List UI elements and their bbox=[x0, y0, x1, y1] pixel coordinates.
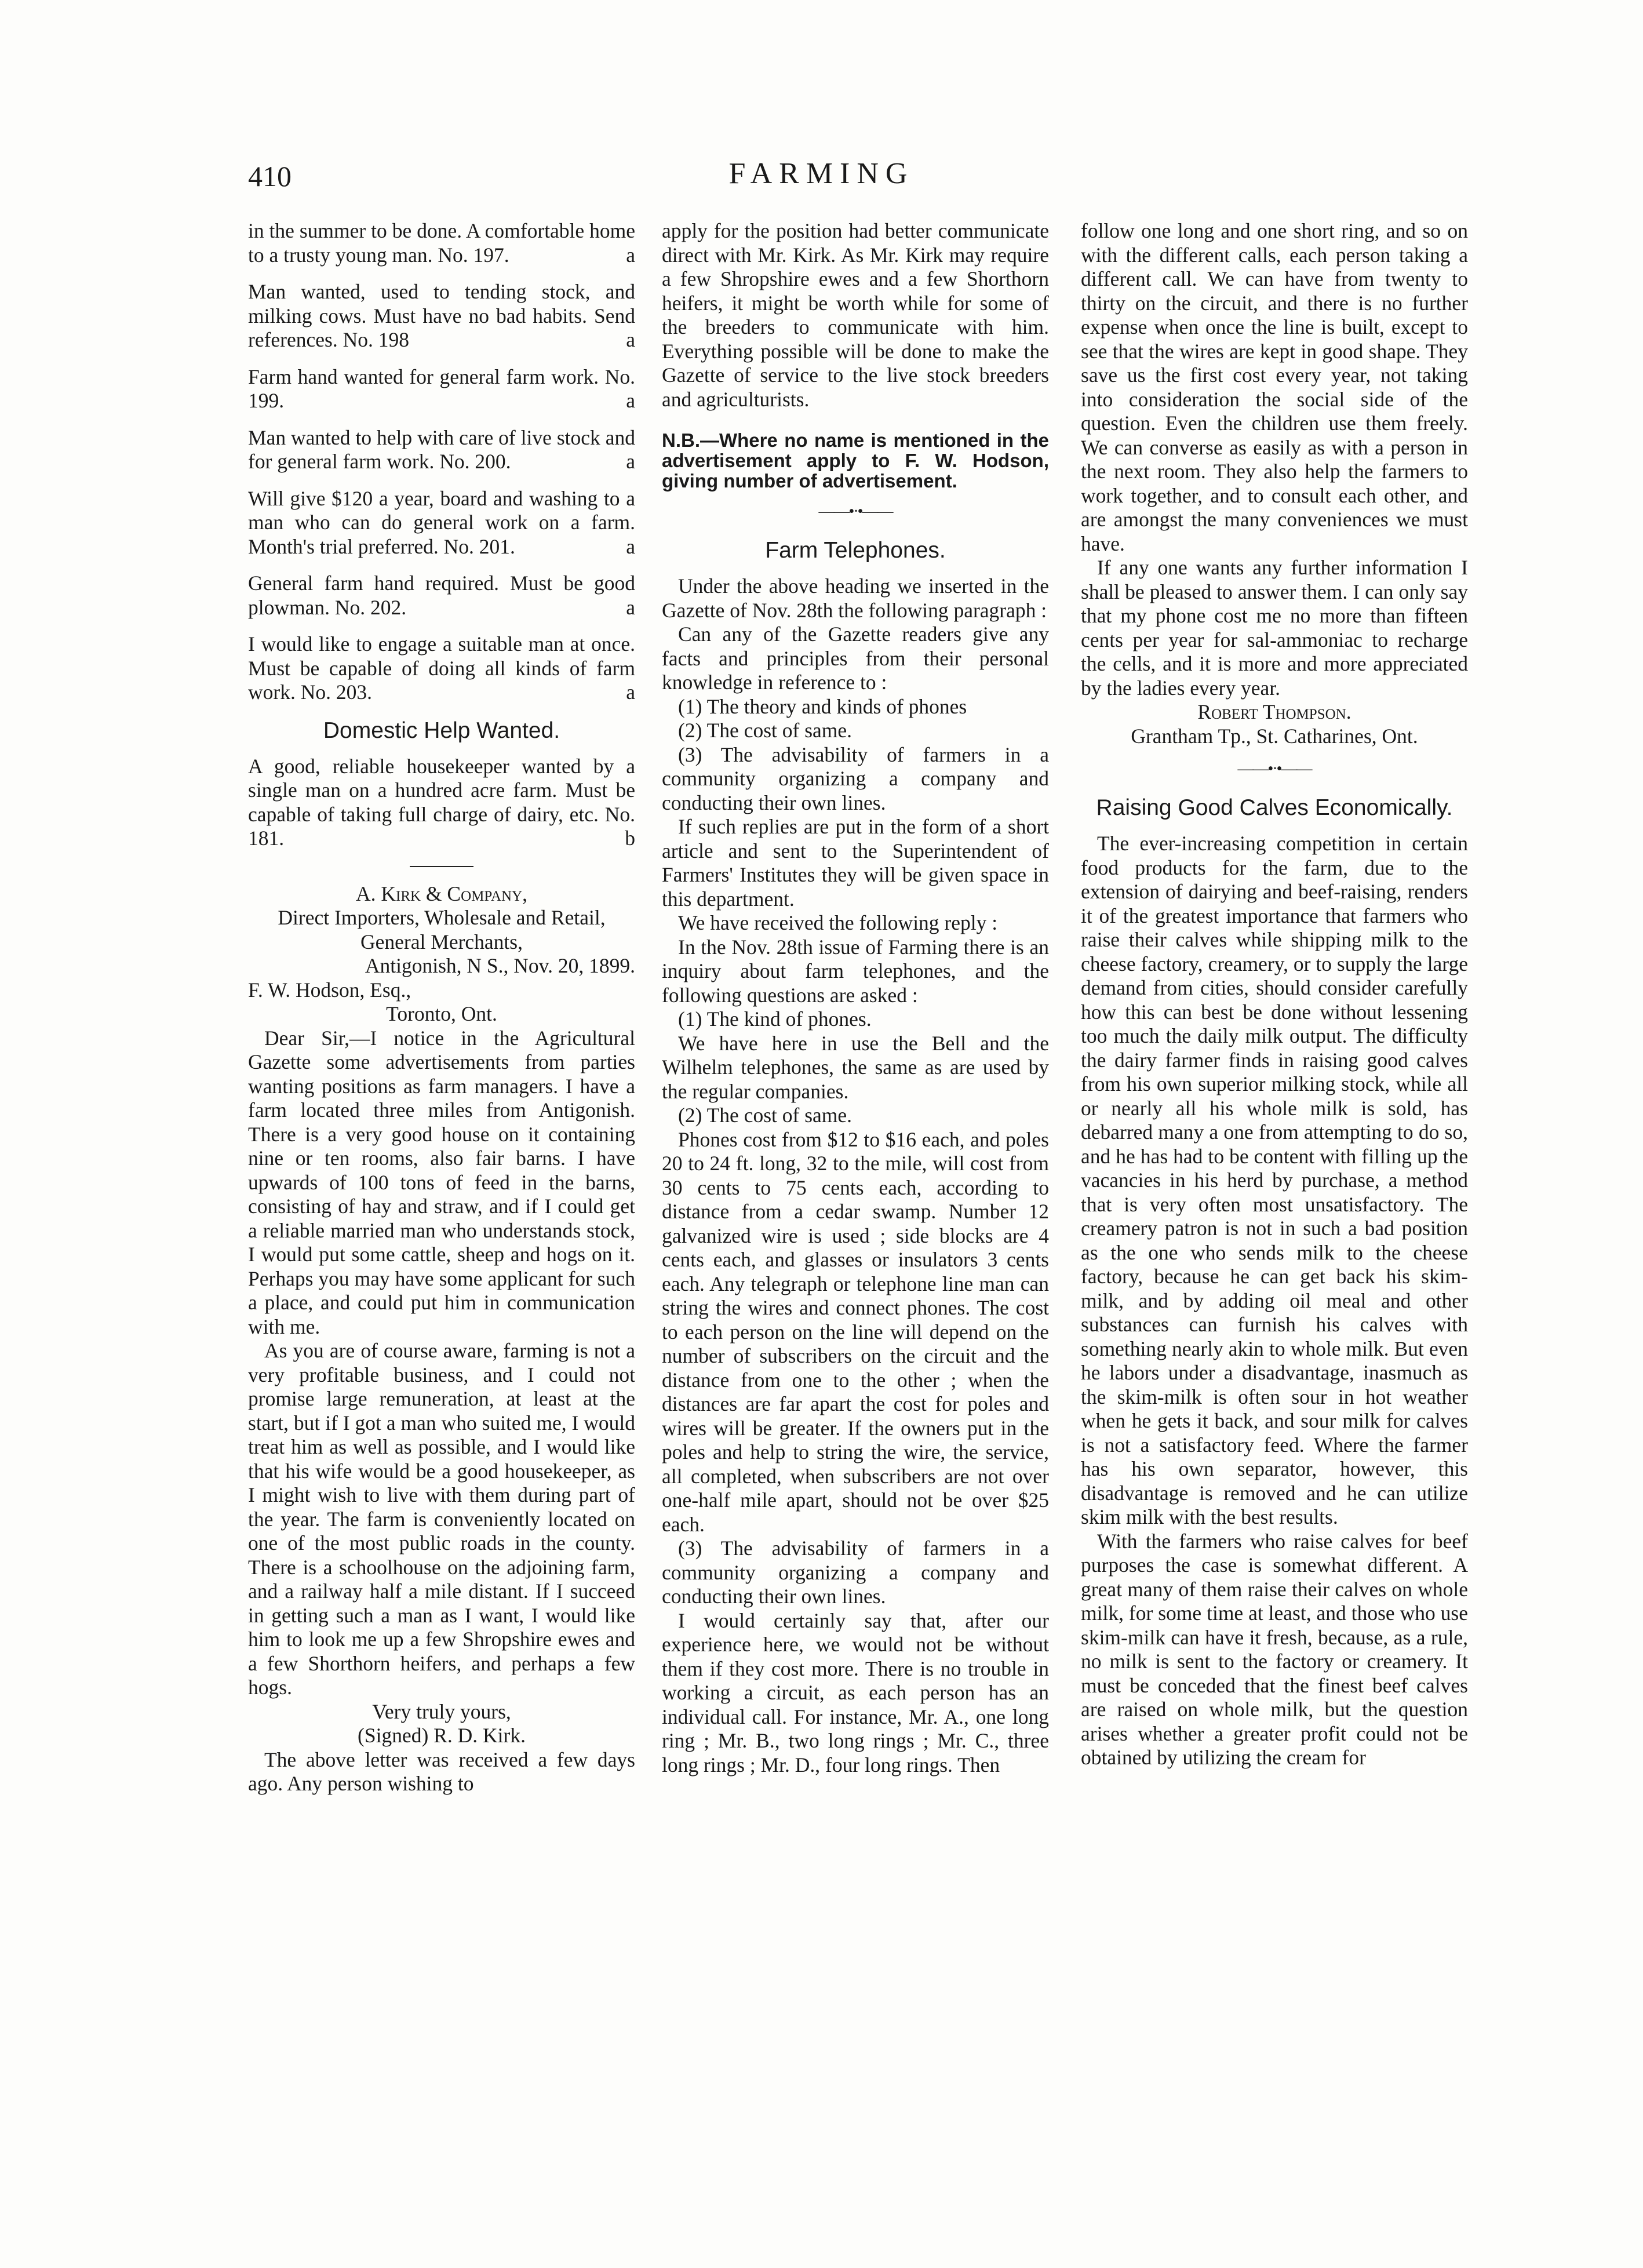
ad-code: a bbox=[626, 328, 635, 351]
list-item: (1) The kind of phones. bbox=[678, 1007, 872, 1031]
ad-text: General farm hand required. Must be good plowman. No. 202. bbox=[248, 571, 635, 619]
ad-text: I would like to engage a suitable man at once. Must be capable of doing all kinds of farm work. No. 203. bbox=[248, 632, 635, 704]
letter-addressee: F. W. Hodson, Esq., bbox=[248, 978, 411, 1002]
classified-ad bbox=[248, 755, 635, 851]
author-name: Robert Thompson. bbox=[1197, 700, 1351, 723]
ad-text: Will give $120 a year, board and washing to a man who can do general work on a farm. Month's trial preferred. No. 201. bbox=[248, 486, 635, 558]
ad-text: Man wanted, used to tending stock, and milking cows. Must have no bad habits. Send references. No. 198 bbox=[248, 280, 635, 351]
ad-code: a bbox=[626, 680, 635, 704]
letter-firm: A. Kirk & Company, bbox=[355, 882, 528, 905]
letter-closing: Very truly yours, bbox=[372, 1699, 511, 1723]
letter-signature: (Signed) R. D. Kirk. bbox=[358, 1724, 526, 1747]
letter-addressee-city: Toronto, Ont. bbox=[386, 1002, 497, 1025]
divider-ornament: ——•·•—— bbox=[1237, 760, 1312, 778]
page-number: 410 bbox=[248, 160, 292, 192]
body-paragraph: I would certainly say that, after our experience here, we would not be without them if they cost more. There is no trouble in working a circuit, as each person has an individual call. For instance, Mr. A., one long ring ; Mr. B., two long rings ; Mr. C., three long rings ; Mr. D., four long rings. Then bbox=[662, 1608, 1049, 1776]
body-paragraph: Phones cost from $12 to $16 each, and poles 20 to 24 ft. long, 32 to the mile, will cost from 30 cents to 75 cents each, according to distance from a cedar swamp. Number 12 galvanized wire is used ; side blocks are 4 cents each, and glasses or insulators 3 cents each. Any telegraph or telephone line man can string the wires and connect phones. The cost to each person on the line will depend on the number of subscribers on the circuit and the distance from one to the other ; when the distances are far apart the cost for poles and wires will be greater. If the owners put in the poles and help to string the wire, the service, all completed, when subscribers are not over one-half mile apart, should not be over $25 each. bbox=[662, 1127, 1049, 1536]
list-item: (3) The advisability of farmers in a community organizing a company and conducting their own lines. bbox=[662, 742, 1049, 814]
list-item: (1) The theory and kinds of phones bbox=[678, 694, 967, 718]
column-left bbox=[248, 219, 635, 1796]
ad-code: b bbox=[625, 827, 635, 850]
body-paragraph: We have here in use the Bell and the Wilhelm telephones, the same as are used by the regular companies. bbox=[662, 1031, 1049, 1103]
list-item: (3) The advisability of farmers in a community organizing a company and conducting their own lines. bbox=[662, 1537, 1049, 1608]
classified-ad bbox=[248, 487, 635, 559]
body-paragraph: Can any of the Gazette readers give any facts and principles from their personal knowledge in reference to : bbox=[662, 622, 1049, 694]
author-place: Grantham Tp., St. Catharines, Ont. bbox=[1131, 724, 1418, 748]
body-paragraph: We have received the following reply : bbox=[678, 911, 998, 934]
list-item: (2) The cost of same. bbox=[678, 1104, 853, 1127]
column-middle bbox=[662, 219, 1049, 1777]
letter-place-date: Antigonish, N S., Nov. 20, 1899. bbox=[365, 954, 635, 977]
classified-ad bbox=[248, 632, 635, 705]
nb-note: N.B.—Where no name is mentioned in the advertisement apply to F. W. Hodson, giving number of advertisement. bbox=[662, 429, 1049, 492]
body-paragraph: If any one wants any further information I shall be pleased to answer them. I can only say that my phone cost me no more than fifteen cents per year for sal-ammoniac to recharge the cells, and it is more and more appreciated by the ladies every year. bbox=[1081, 556, 1468, 700]
classified-ad bbox=[248, 571, 635, 620]
ad-code: a bbox=[626, 534, 635, 558]
ad-text: Farm hand wanted for general farm work. No. 199. bbox=[248, 365, 635, 412]
ad-code: a bbox=[626, 389, 635, 412]
letter-paragraph: As you are of course aware, farming is not a very profitable business, and I could not promise large remuneration, at least at the start, but if I got a man who suited me, I would treat him as well as possible, and I would like that his wife would be a good housekeeper, as I might wish to live with them during part of the year. The farm is conveniently located on one of the most public roads in the county. There is a schoolhouse on the adjoining farm, and a railway half a mile distant. If I succeed in getting such a man as I want, I would like him to look me up a few Shropshire ewes and a few Shorthorn heifers, and perhaps a few hogs. bbox=[248, 1339, 635, 1699]
body-paragraph: apply for the position had better communicate direct with Mr. Kirk. As Mr. Kirk may require a few Shropshire ewes and a few Shorthorn heifers, it might be worth while for some of the breeders to communicate with him. Everything possible will be done to make the Gazette of service to the live stock breeders and agriculturists. bbox=[662, 219, 1049, 411]
letter-paragraph: Dear Sir,—I notice in the Agricultural Gazette some advertisements from parties wanting positions as farm managers. I have a farm located three miles from Antigonish. There is a very good house on it containing nine or ten rooms, also fair barns. I have upwards of 100 tons of feed in the barns, consisting of hay and straw, and if I could get a reliable married man who understands stock, I would put some cattle, sheep and hogs on it. Perhaps you may have some applicant for such a place, and could put him in communication with me. bbox=[248, 1026, 635, 1338]
section-heading-raising-calves: Raising Good Calves Economically. bbox=[1096, 795, 1453, 820]
list-item: (2) The cost of same. bbox=[678, 719, 853, 742]
letter-firm-description: Direct Importers, Wholesale and Retail, General Merchants, bbox=[278, 906, 606, 953]
body-paragraph: Under the above heading we inserted in the Gazette of Nov. 28th the following paragraph : bbox=[662, 574, 1049, 622]
body-paragraph: If such replies are put in the form of a short article and sent to the Superintendent of Farmers' Institutes they will be given space in this department. bbox=[662, 815, 1049, 911]
body-paragraph: With the farmers who raise calves for beef purposes the case is somewhat different. A great many of them raise their calves on whole milk, for some time at least, and those who use skim-milk can have it fresh, because, as a rule, no milk is sent to the factory or creamery. It must be conceded that the finest beef calves are raised on whole milk, but the question arises whether a greater profit could not be obtained by utilizing the cream for bbox=[1081, 1529, 1468, 1769]
classified-ad bbox=[248, 280, 635, 352]
classified-ad bbox=[248, 219, 635, 267]
body-paragraph: In the Nov. 28th issue of Farming there is an inquiry about farm telephones, and the following questions are asked : bbox=[662, 935, 1049, 1007]
divider-rule bbox=[410, 866, 473, 867]
body-paragraph: follow one long and one short ring, and so on with the different calls, each person taking a different call. We can have from twenty to thirty on the circuit, and there is no further expense when once the line is built, except to see that the wires are kept in good shape. They save us the first cost every year, not taking into consideration the social side of the question. Even the children use them freely. We can converse as easily as with a person in the next room. They also help the farmers to work together, and to consult each other, and are amongst the many conveniences we must have. bbox=[1081, 219, 1468, 555]
section-heading-farm-telephones: Farm Telephones. bbox=[765, 538, 946, 563]
ad-code: a bbox=[626, 243, 635, 267]
section-heading-domestic-help: Domestic Help Wanted. bbox=[323, 718, 560, 743]
ad-text: A good, reliable housekeeper wanted by a single man on a hundred acre farm. Must be capable of taking full charge of dairy, etc. No. 181. bbox=[248, 754, 635, 850]
ad-code: a bbox=[626, 595, 635, 619]
classified-ad bbox=[248, 426, 635, 474]
divider-ornament: ——•·•—— bbox=[818, 503, 892, 520]
body-paragraph: The above letter was received a few days ago. Any person wishing to bbox=[248, 1748, 635, 1795]
column-right bbox=[1081, 219, 1468, 1770]
running-title: FARMING bbox=[728, 157, 915, 190]
classified-ad bbox=[248, 365, 635, 413]
body-paragraph: The ever-increasing competition in certain food products for the farm, due to the extension of dairying and beef-raising, renders it of the greatest importance that farmers who raise their calves while shipping milk to the cheese factory, creamery, or to supply the large demand from cities, should consider carefully how this can best be done without lessening too much the daily milk output. The difficulty the dairy farmer finds in raising good calves from his own superior milking stock, while all or nearly all his whole milk is sold, has debarred many a one from attempting to do so, and he has had to be content with filling up the vacancies in his herd by purchase, a method that is very often most unsatisfactory. The creamery patron is not in such a bad position as the one who sends milk to the cheese factory, because he can get back his skim-milk, and by adding oil meal and other substances can furnish his calves with something nearly akin to whole milk. But even he labors under a disadvantage, inasmuch as the skim-milk is often sour in hot weather when he gets it back, and sour milk for calves is not a satisfactory feed. Where the farmer has his own separator, however, this disadvantage is removed and he can utilize skim milk with the best results. bbox=[1081, 832, 1468, 1528]
ad-text: Man wanted to help with care of live stock and for general farm work. No. 200. bbox=[248, 425, 635, 473]
ad-text: in the summer to be done. A comfortable home to a trusty young man. No. 197. bbox=[248, 219, 635, 267]
ad-code: a bbox=[626, 450, 635, 473]
